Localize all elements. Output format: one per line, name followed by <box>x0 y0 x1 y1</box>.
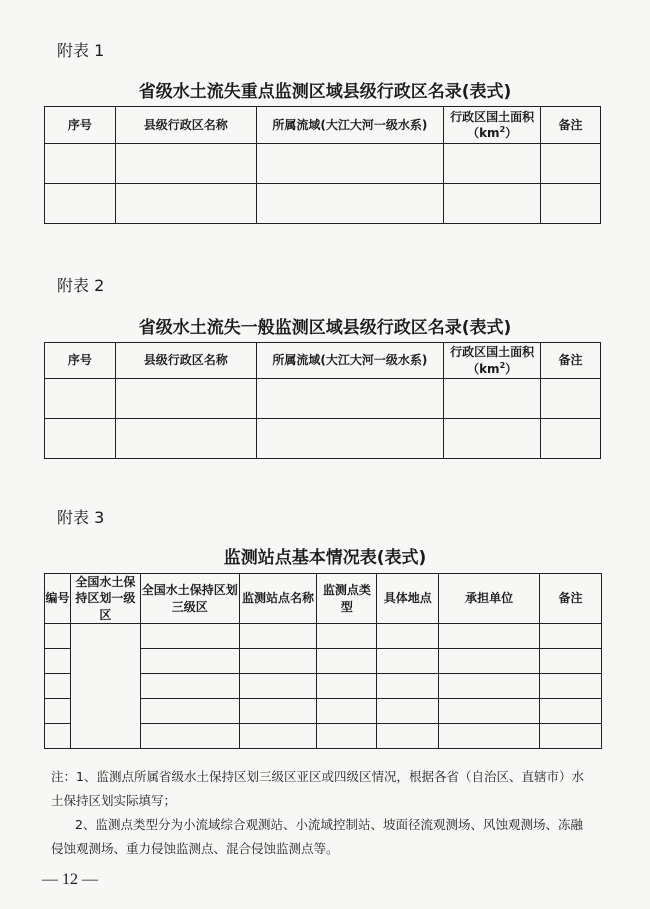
header-cell: 备注 <box>540 574 602 624</box>
header-cell: 编号 <box>45 574 71 624</box>
header-cell: 全国水土保持区划三级区 <box>140 574 239 624</box>
appendix-2-title: 省级水土流失一般监测区域县级行政区名录(表式) <box>138 318 512 338</box>
note-2: 2、监测点类型分为小流域综合观测站、小流域控制站、坡面径流观测场、风蚀观测场、冻融侵蚀观测场、重力侵蚀监测点、混合侵蚀监测点等。 <box>51 817 583 856</box>
header-cell: 承担单位 <box>439 574 540 624</box>
table-row <box>45 184 601 224</box>
appendix-2-label: 附表 2 <box>57 276 105 295</box>
table-header-row <box>45 107 601 144</box>
header-cell: 所属流域(大江大河一级水系) <box>256 343 444 379</box>
appendix-1-title: 省级水土流失重点监测区域县级行政区名录(表式) <box>138 82 512 102</box>
table-header-row <box>45 343 601 379</box>
header-cell: 具体地点 <box>377 574 439 624</box>
table-row <box>45 379 601 419</box>
header-cell: 全国水土保持区划一级区 <box>70 574 140 624</box>
header-cell: 行政区国土面积$(km^2)$ <box>444 343 541 379</box>
header-cell: 备注 <box>541 107 601 144</box>
header-cell: 所属流域(大江大河一级水系) <box>256 107 444 144</box>
appendix-3-table <box>44 573 602 749</box>
table-row <box>45 624 602 649</box>
appendix-2-table <box>44 342 601 459</box>
header-cell: 序号 <box>45 343 116 379</box>
header-cell: 行政区国土面积$(km^2)$ <box>444 107 541 144</box>
header-cell: 监测点类型 <box>317 574 377 624</box>
header-cell: 县级行政区名称 <box>115 343 256 379</box>
appendix-1-table <box>44 106 601 224</box>
page-number: — 12 — <box>42 871 98 888</box>
header-cell: 县级行政区名称 <box>115 107 256 144</box>
appendix-1-label: 附表 1 <box>57 41 105 60</box>
header-cell: 监测站点名称 <box>239 574 317 624</box>
appendix-3-title: 监测站点基本情况表(表式) <box>223 548 427 568</box>
table-row <box>45 144 601 184</box>
note-1: 注：1、监测点所属省级水土保持区划三级区亚区或四级区情况，根据各省（自治区、直辖市）水土保持区划实际填写； <box>51 769 584 808</box>
header-cell: 序号 <box>45 107 116 144</box>
table-row <box>45 419 601 459</box>
table-header-row <box>45 574 602 624</box>
notes <box>51 765 591 861</box>
header-cell: 备注 <box>541 343 601 379</box>
appendix-3-label: 附表 3 <box>57 508 105 527</box>
